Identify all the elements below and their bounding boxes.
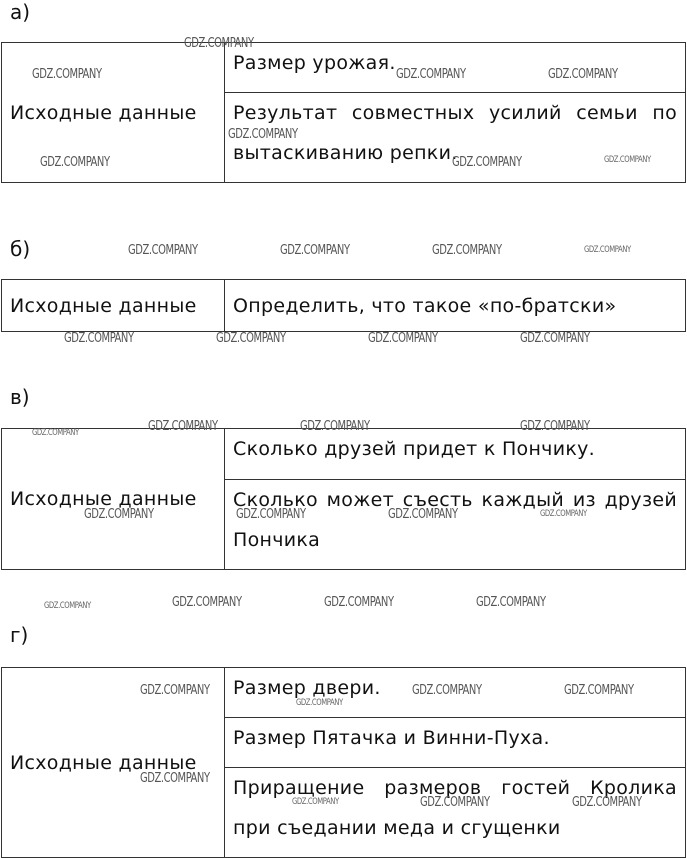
section-a-label: а) bbox=[10, 0, 31, 24]
watermark: GDZ.COMPANY bbox=[292, 797, 339, 807]
watermark: GDZ.COMPANY bbox=[32, 67, 102, 82]
watermark: GDZ.COMPANY bbox=[296, 698, 343, 708]
table-b-row-1: Определить, что такое «по-братски» bbox=[225, 280, 686, 332]
watermark: GDZ.COMPANY bbox=[228, 127, 298, 142]
watermark: GDZ.COMPANY bbox=[548, 67, 618, 82]
watermark: GDZ.COMPANY bbox=[540, 509, 587, 519]
watermark: GDZ.COMPANY bbox=[148, 419, 218, 434]
watermark: GDZ.COMPANY bbox=[388, 507, 458, 522]
table-d-row-2: Размер Пятачка и Винни-Пуха. bbox=[225, 718, 686, 768]
table-a-row-1: Размер урожая. bbox=[225, 43, 686, 93]
table-a bbox=[1, 42, 686, 183]
watermark: GDZ.COMPANY bbox=[368, 331, 438, 346]
table-c-row-1: Сколько друзей придет к Пончику. bbox=[225, 429, 686, 480]
watermark: GDZ.COMPANY bbox=[432, 243, 502, 258]
section-b-label: б) bbox=[10, 237, 31, 261]
watermark: GDZ.COMPANY bbox=[236, 507, 306, 522]
section-d-label: г) bbox=[10, 623, 29, 647]
watermark: GDZ.COMPANY bbox=[452, 155, 522, 170]
watermark: GDZ.COMPANY bbox=[412, 683, 482, 698]
watermark: GDZ.COMPANY bbox=[584, 245, 631, 255]
watermark: GDZ.COMPANY bbox=[140, 771, 210, 786]
watermark: GDZ.COMPANY bbox=[564, 683, 634, 698]
watermark: GDZ.COMPANY bbox=[184, 36, 254, 51]
watermark: GDZ.COMPANY bbox=[216, 331, 286, 346]
watermark: GDZ.COMPANY bbox=[476, 595, 546, 610]
watermark: GDZ.COMPANY bbox=[604, 155, 651, 165]
watermark: GDZ.COMPANY bbox=[520, 419, 590, 434]
watermark: GDZ.COMPANY bbox=[572, 795, 642, 810]
watermark: GDZ.COMPANY bbox=[520, 331, 590, 346]
table-a-left-label: Исходные данные bbox=[2, 43, 225, 183]
table-c bbox=[1, 428, 686, 570]
watermark: GDZ.COMPANY bbox=[324, 595, 394, 610]
table-b-left-label: Исходные данные bbox=[2, 280, 225, 332]
watermark: GDZ.COMPANY bbox=[32, 428, 79, 438]
watermark: GDZ.COMPANY bbox=[300, 419, 370, 434]
table-b bbox=[1, 279, 686, 332]
table-d-left-label: Исходные данные bbox=[2, 668, 225, 858]
table-c-left-label: Исходные данные bbox=[2, 429, 225, 570]
watermark: GDZ.COMPANY bbox=[40, 155, 110, 170]
watermark: GDZ.COMPANY bbox=[172, 595, 242, 610]
table-c-row-2: Сколько может съесть каждый из друзей Пончика bbox=[225, 480, 686, 570]
watermark: GDZ.COMPANY bbox=[280, 243, 350, 258]
table-d bbox=[1, 667, 686, 858]
watermark: GDZ.COMPANY bbox=[396, 67, 466, 82]
table-d-row-3: Приращение размеров гостей Кролика при съедании меда и сгущенки bbox=[225, 768, 686, 858]
watermark: GDZ.COMPANY bbox=[44, 601, 91, 611]
watermark: GDZ.COMPANY bbox=[140, 683, 210, 698]
watermark: GDZ.COMPANY bbox=[420, 795, 490, 810]
watermark: GDZ.COMPANY bbox=[64, 331, 134, 346]
section-c-label: в) bbox=[10, 385, 30, 409]
watermark: GDZ.COMPANY bbox=[84, 507, 154, 522]
watermark: GDZ.COMPANY bbox=[128, 243, 198, 258]
table-d-row-1: Размер двери. bbox=[225, 668, 686, 718]
table-a-row-2: Результат совместных усилий семьи по вытаскиванию репки. bbox=[225, 93, 686, 183]
